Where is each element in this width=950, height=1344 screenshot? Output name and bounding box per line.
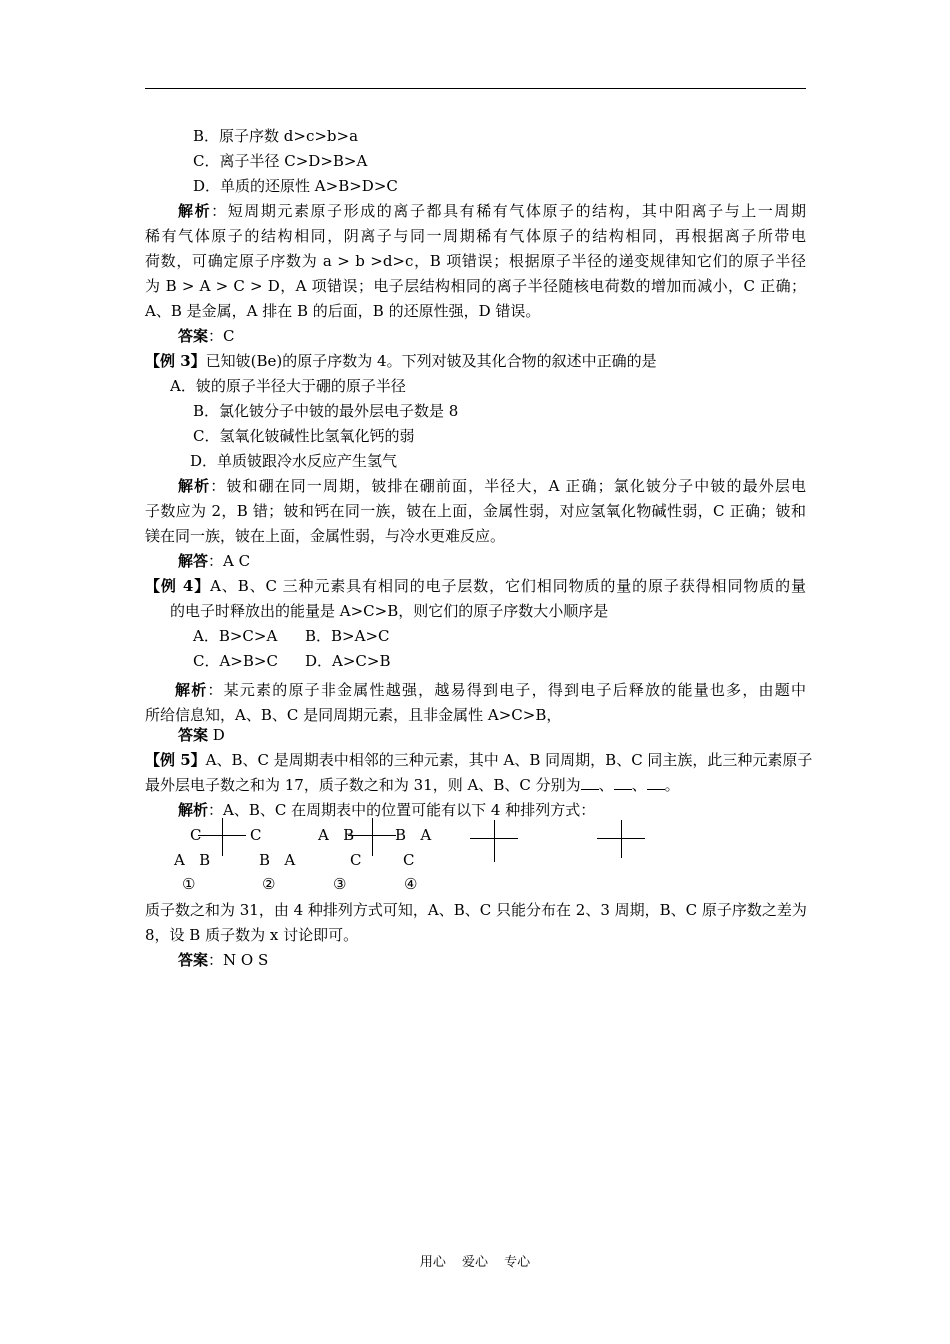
ex2-analysis-line-1: 解析：短周期元素原子形成的离子都具有稀有气体原子的结构，其中阳离子与上一周期	[178, 202, 806, 220]
answer-blank	[581, 775, 599, 790]
answer-label: 解答	[178, 552, 209, 570]
page-footer	[0, 1251, 950, 1270]
d1-top-right: C	[250, 826, 262, 844]
ex4-analysis-line-2: 所给信息知，A、B、C 是同周期元素，且非金属性 A>C>B，	[145, 706, 562, 724]
ex3-answer: 解答：A C	[178, 552, 251, 570]
analysis-label: 解析	[178, 801, 209, 819]
d2-bottom: B A	[259, 851, 296, 869]
d3-bottom: C	[350, 851, 362, 869]
label-4: ④	[404, 875, 418, 893]
ex2-option-c: C．离子半径 C>D>B>A	[193, 152, 368, 170]
ex3-question: 【例 3】已知铍(Be)的原子序数为 4。下列对铍及其化合物的叙述中正确的是	[145, 352, 657, 370]
ex5-conclusion-line-2: 8，设 B 质子数为 x 讨论即可。	[145, 926, 359, 944]
d1-top-left: C	[190, 826, 202, 844]
ex4-question-line-2: 的电子时释放出的能量是 A>C>B，则它们的原子序数大小顺序是	[170, 602, 609, 620]
ex4-option-d: D．A>C>B	[305, 652, 391, 670]
ex5-question-line-2: 最外层电子数之和为 17，质子数之和为 31，则 A、B、C 分别为 、 、 。	[145, 776, 680, 794]
ex2-analysis-line-3: 荷数，可确定原子序数为 a > b >d>c，B 项错误；根据原子半径的递变规律知它们的原子半径	[145, 252, 806, 270]
ex2-option-b: B．原子序数 d>c>b>a	[193, 127, 359, 145]
ex5-analysis: 解析：A、B、C 在周期表中的位置可能有以下 4 种排列方式：	[178, 801, 596, 819]
ex2-answer: 答案：C	[178, 327, 235, 345]
ex3-option-b: B．氯化铍分子中铍的最外层电子数是 8	[193, 402, 459, 420]
d1-bottom: A B	[174, 851, 211, 869]
label-2: ②	[262, 875, 276, 893]
blank-cross-v	[621, 820, 622, 858]
ex2-analysis-line-2: 稀有气体原子的结构相同，阴离子与同一周期稀有气体原子的结构相同，再根据离子所带电	[145, 227, 806, 245]
label-1: ①	[182, 875, 196, 893]
answer-label: 答案	[178, 327, 209, 345]
label-3: ③	[333, 875, 347, 893]
answer-label: 答案	[178, 726, 209, 744]
ex4-answer: 答案 D	[178, 726, 225, 744]
ex3-label: 【例 3】	[145, 352, 206, 370]
ex3-analysis-line-3: 镁在同一族，铍在上面，金属性弱，与冷水更难反应。	[145, 527, 506, 545]
ex3-analysis-line-1: 解析：铍和硼在同一周期，铍排在硼前面，半径大，A 正确；氯化铍分子中铍的最外层电	[178, 477, 806, 495]
ex2-analysis-line-4: 为 B > A > C > D，A 项错误；电子层结构相同的离子半径随核电荷数的增加而减小，C 正确；	[145, 277, 806, 295]
ex5-conclusion-line-1: 质子数之和为 31，由 4 种排列方式可知，A、B、C 只能分布在 2、3 周期，B、C 原子序数之差为	[145, 901, 807, 919]
blank-cross-v	[494, 820, 495, 862]
ex4-question-line-1: 【例 4】A、B、C 三种元素具有相同的电子层数，它们相同物质的量的原子获得相同物质的量	[145, 577, 806, 595]
d1-v-line	[222, 818, 223, 856]
ex4-option-b: B．B>A>C	[305, 627, 390, 645]
d3-top: A B	[318, 826, 355, 844]
footer-text: 爱心	[461, 1255, 488, 1270]
ex2-analysis-line-5: A、B 是金属，A 排在 B 的后面，B 的还原性强，D 错误。	[145, 302, 541, 320]
ex3-option-a: A．铍的原子半径大于硼的原子半径	[170, 377, 406, 395]
d4-bottom: C	[403, 851, 415, 869]
header-rule	[145, 88, 806, 89]
analysis-label: 解析	[178, 202, 212, 220]
ex5-label: 【例 5】	[145, 751, 206, 769]
ex3-option-c: C．氢氧化铍碱性比氢氧化钙的弱	[193, 427, 415, 445]
ex4-option-c: C．A>B>C	[193, 652, 278, 670]
ex2-option-d: D．单质的还原性 A>B>D>C	[193, 177, 398, 195]
footer-text: 专心	[504, 1255, 531, 1270]
d4-top: B A	[395, 826, 432, 844]
answer-blank	[647, 775, 665, 790]
ex3-analysis-line-2: 子数应为 2，B 错；铍和钙在同一族，铍在上面，金属性弱，对应氢氧化物碱性弱，C 正确；铍和	[145, 502, 806, 520]
ex3-option-d: D．单质铍跟冷水反应产生氢气	[190, 452, 398, 470]
ex4-analysis-line-1: 解析：某元素的原子非金属性越强，越易得到电子，得到电子后释放的能量也多，由题中	[175, 681, 806, 699]
d3-v-line	[372, 818, 373, 856]
ex4-option-a: A．B>C>A	[193, 627, 278, 645]
answer-label: 答案	[178, 951, 209, 969]
footer-text: 用心	[419, 1255, 446, 1270]
analysis-label: 解析	[175, 681, 208, 699]
ex5-question-line-1: 【例 5】A、B、C 是周期表中相邻的三种元素，其中 A、B 同周期，B、C 同主族，此三种元素原子	[145, 751, 813, 769]
ex4-label: 【例 4】	[145, 577, 211, 595]
analysis-label: 解析	[178, 477, 211, 495]
answer-blank	[614, 775, 632, 790]
ex5-answer: 答案：N O S	[178, 951, 269, 969]
